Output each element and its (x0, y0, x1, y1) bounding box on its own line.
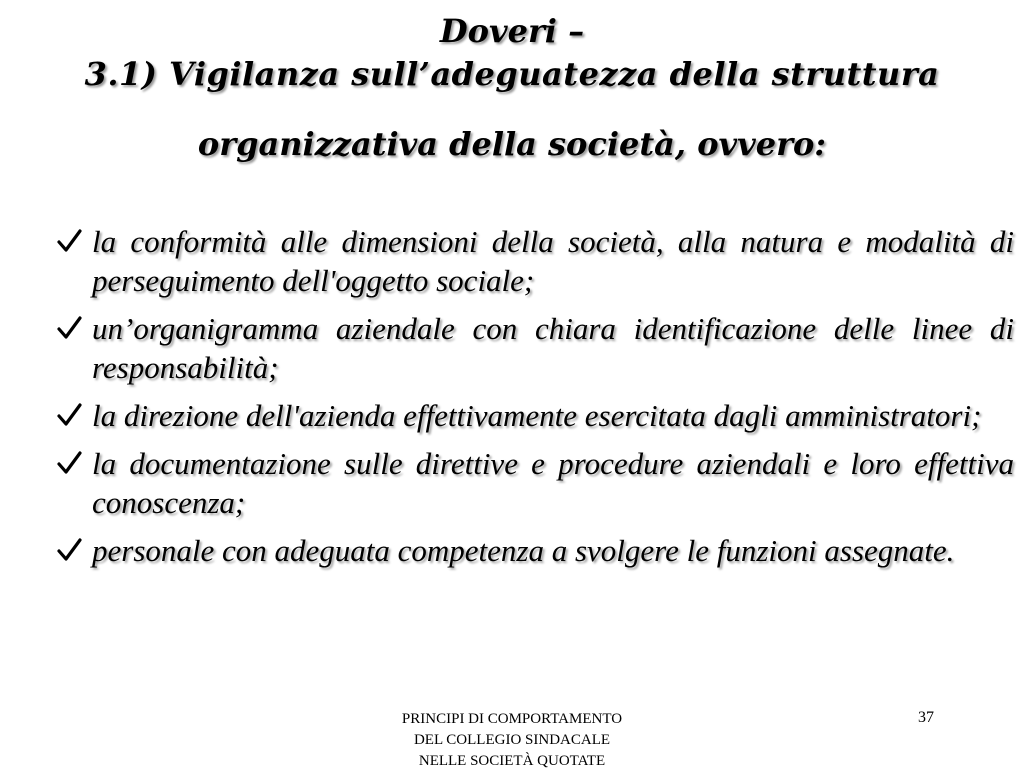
bullet-item (56, 396, 1014, 435)
checkmark-icon (56, 228, 82, 254)
footer-line-1: PRINCIPI DI COMPORTAMENTO (401, 711, 623, 727)
footer-line-2: DEL COLLEGIO SINDACALE (413, 732, 611, 748)
bullet-text: personale con adeguata competenza a svolgere le funzioni assegnate. (92, 533, 955, 568)
bullet-item (56, 444, 1014, 522)
title-line-2: 3.1) Vigilanza sull’adeguatezza della struttura (84, 55, 940, 93)
title-line-3: organizzativa della società, ovvero: (197, 125, 827, 163)
title-line-1: Doveri – (439, 12, 585, 50)
page-number: 37 (918, 709, 934, 726)
checkmark-icon (56, 537, 82, 563)
bullet-text: la documentazione sulle direttive e procedure aziendali e loro effettiva conoscenza; (92, 446, 1014, 520)
bullet-text: un’organigramma aziendale con chiara identificazione delle linee di responsabilità; (92, 311, 1014, 385)
checkmark-icon (56, 402, 82, 428)
bullet-text: la direzione dell'azienda effettivamente esercitata dagli amministratori; (92, 398, 982, 433)
bullet-text: la conformità alle dimensioni della società, alla natura e modalità di perseguimento dell'oggetto sociale; (92, 224, 1014, 298)
slide-footer (352, 709, 672, 768)
checkmark-icon (56, 450, 82, 476)
bullet-item (56, 309, 1014, 387)
slide-title (0, 10, 1024, 166)
bullet-list (56, 222, 1014, 579)
checkmark-icon (56, 315, 82, 341)
footer-line-3: NELLE SOCIETÀ QUOTATE (418, 753, 606, 768)
bullet-item (56, 531, 1014, 570)
bullet-item (56, 222, 1014, 300)
